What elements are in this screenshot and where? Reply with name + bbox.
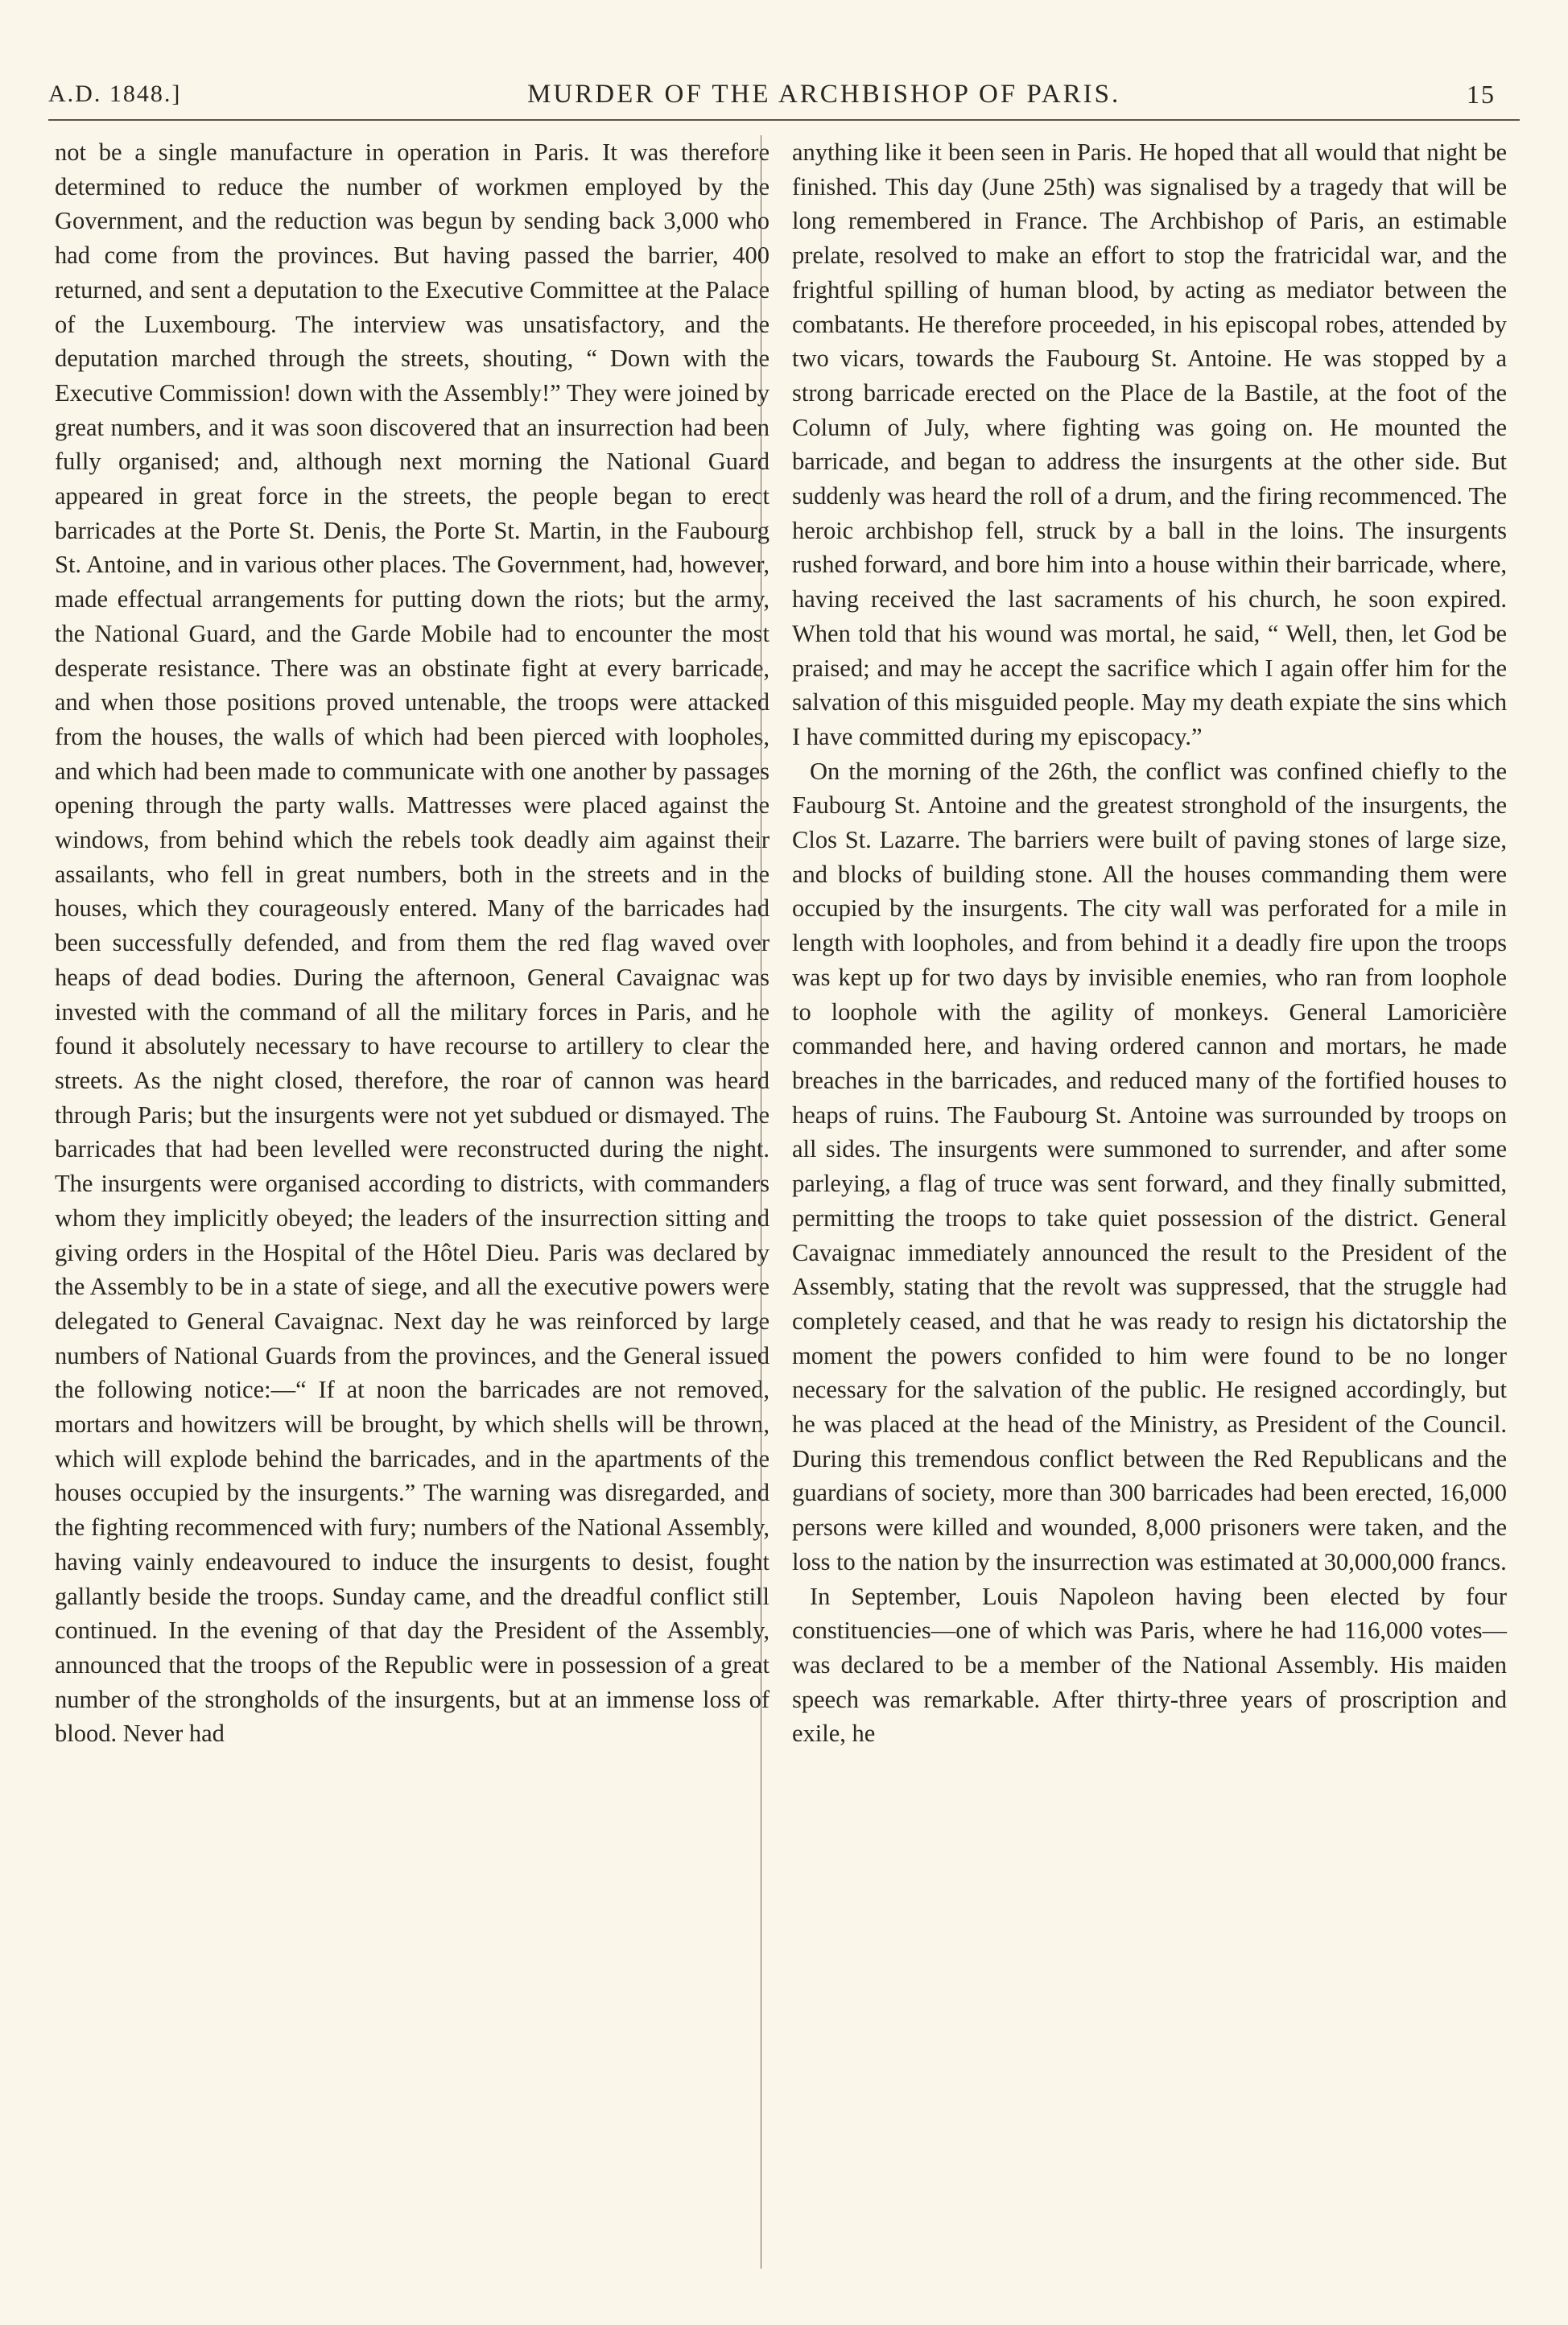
- header-title: MURDER OF THE ARCHBISHOP OF PARIS.: [527, 79, 1121, 109]
- left-column: [55, 135, 770, 1751]
- right-column: [792, 135, 1507, 1751]
- right-paragraph-3: In September, Louis Napoleon having been elected by four constituencies—one of which was Paris, where he had 116,000 votes—was declared to be a member of the National Assembly. His maiden speech was remarkable. After thirty-three years of proscription and exile, he: [792, 1582, 1507, 1748]
- header-rule: [48, 119, 1520, 121]
- text-columns: [55, 135, 1507, 1751]
- running-head: [48, 74, 1520, 114]
- page-number: 15: [1467, 79, 1496, 109]
- right-paragraph-2: On the morning of the 26th, the conflict was confined chiefly to the Faubourg St. Antoine and the greatest stronghold of the insurgents, the Clos St. Lazarre. The barriers were built of paving stones of large size, and blocks of building stone. All the houses commanding them were occupied by the insurgents. The city wall was perforated for a mile in length with loopholes, and from behind it a deadly fire upon the troops was kept up for two days by invisible enemies, who ran from loophole to loophole with the agility of monkeys. General Lamoricière commanded here, and having ordered cannon and mortars, he made breaches in the barricades, and reduced many of the fortified houses to heaps of ruins. The Faubourg St. Antoine was surrounded by troops on all sides. The insurgents were summoned to surrender, and after some parleying, a flag of truce was sent forward, and they finally submitted, permitting the troops to take quiet possession of the district. General Cavaignac immediately announced the result to the President of the Assembly, stating that the revolt was suppressed, that the struggle had completely ceased, and that he was ready to resign his dictatorship the moment the powers confided to him were found to be no longer necessary for the salvation of the public. He resigned accordingly, but he was placed at the head of the Ministry, as President of the Council. During this tremendous conflict between the Red Republicans and the guardians of society, more than 300 barricades had been erected, 16,000 persons were killed and wounded, 8,000 prisoners were taken, and the loss to the nation by the insurrection was estimated at 30,000,000 francs.: [792, 757, 1507, 1575]
- left-paragraph-1: not be a single manufacture in operation in Paris. It was therefore determined to reduce the number of workmen employed by the Government, and the reduction was begun by sending back 3,000 who had come from the provinces. But having passed the barrier, 400 returned, and sent a deputation to the Executive Committee at the Palace of the Luxembourg. The interview was unsatisfactory, and the deputation marched through the streets, shouting, “ Down with the Executive Commission! down with the Assembly!” They were joined by great numbers, and it was soon discovered that an insurrection had been fully organised; and, although next morning the National Guard appeared in great force in the streets, the people began to erect barricades at the Porte St. Denis, the Porte St. Martin, in the Faubourg St. Antoine, and in various other places. The Government, had, however, made effectual arrangements for putting down the riots; but the army, the National Guard, and the Garde Mobile had to encounter the most desperate resistance. There was an obstinate fight at every barricade, and when those positions proved untenable, the troops were attacked from the houses, the walls of which had been pierced with loopholes, and which had been made to communicate with one another by passages opening through the party walls. Mattresses were placed against the windows, from behind which the rebels took deadly aim against their assailants, who fell in great numbers, both in the streets and in the houses, which they courageously entered. Many of the barricades had been successfully defended, and from them the red flag waved over heaps of dead bodies. During the afternoon, General Cavaignac was invested with the command of all the military forces in Paris, and he found it absolutely necessary to have recourse to artillery to clear the streets. As the night closed, therefore, the roar of cannon was heard through Paris; but the insurgents were not yet subdued or dismayed. The barricades that had been levelled were reconstructed during the night. The insurgents were organised according to districts, with commanders whom they implicitly obeyed; the leaders of the insurrection sitting and giving orders in the Hospital of the Hôtel Dieu. Paris was declared by the Assembly to be in a state of siege, and all the executive powers were delegated to General Cavaignac. Next day he was reinforced by large numbers of National Guards from the provinces, and the General issued the following notice:—“ If at noon the barricades are not removed, mortars and howitzers will be brought, by which shells will be thrown, which will explode behind the barricades, and in the apartments of the houses occupied by the insurgents.” The warning was disregarded, and the fighting recommenced with fury; numbers of the National Assembly, having vainly endeavoured to induce the insurgents to desist, fought gallantly beside the troops. Sunday came, and the dreadful conflict still continued. In the evening of that day the President of the Assembly, announced that the troops of the Republic were in possession of a great number of the strongholds of the insurgents, but at an immense loss of blood. Never had: [55, 138, 770, 1748]
- header-date: A.D. 1848.]: [48, 81, 182, 107]
- right-paragraph-1: anything like it been seen in Paris. He hoped that all would that night be finished. This day (June 25th) was signalised by a tragedy that will be long remembered in France. The Archbishop of Paris, an estimable prelate, resolved to make an effort to stop the fratricidal war, and the frightful spilling of human blood, by acting as mediator between the combatants. He therefore proceeded, in his episcopal robes, attended by two vicars, towards the Faubourg St. Antoine. He was stopped by a strong barricade erected on the Place de la Bastile, at the foot of the Column of July, where fighting was going on. He mounted the barricade, and began to address the insurgents at the other side. But suddenly was heard the roll of a drum, and the firing recommenced. The heroic archbishop fell, struck by a ball in the loins. The insurgents rushed forward, and bore him into a house within their barricade, where, having received the last sacraments of his church, he soon expired. When told that his wound was mortal, he said, “ Well, then, let God be praised; and may he accept the sacrifice which I again offer him for the salvation of this misguided people. May my death expiate the sins which I have committed during my episcopacy.”: [792, 138, 1507, 750]
